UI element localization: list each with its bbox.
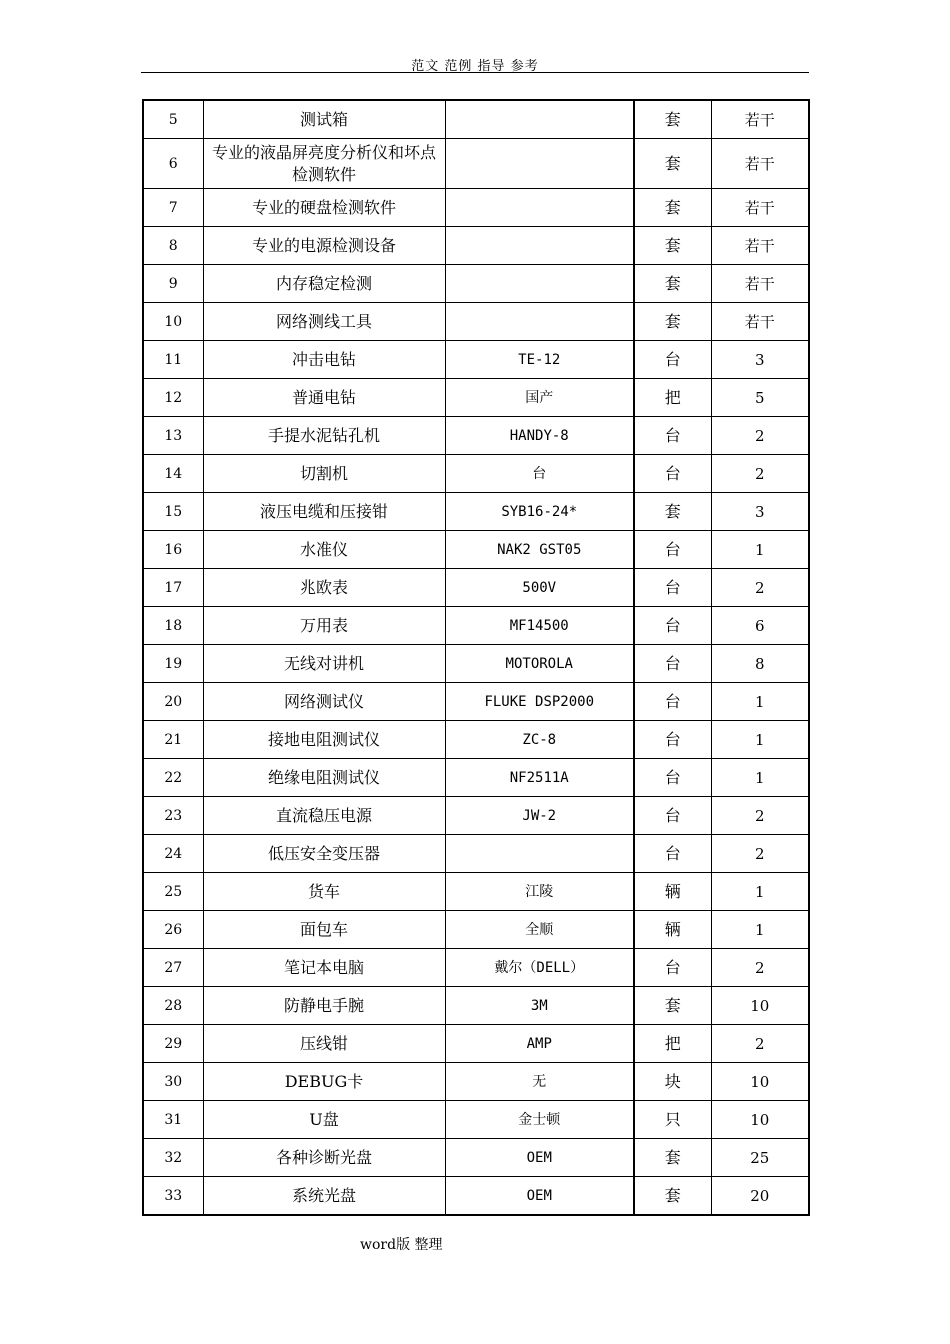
row-number-cell: 10: [143, 303, 203, 341]
row-number-cell: 15: [143, 493, 203, 531]
equipment-quantity-cell: 2: [711, 1025, 809, 1063]
equipment-name-cell: 专业的液晶屏亮度分析仪和坏点检测软件: [203, 139, 445, 189]
row-number-cell: 7: [143, 189, 203, 227]
equipment-quantity-cell: 1: [711, 873, 809, 911]
equipment-model-cell: TE-12: [445, 341, 634, 379]
equipment-unit-cell: 台: [634, 683, 711, 721]
equipment-quantity-cell: 2: [711, 797, 809, 835]
equipment-model-cell: 江陵: [445, 873, 634, 911]
table-row: [143, 417, 809, 455]
equipment-quantity-cell: 1: [711, 911, 809, 949]
equipment-quantity-cell: 8: [711, 645, 809, 683]
equipment-unit-cell: 台: [634, 949, 711, 987]
row-number-cell: 21: [143, 721, 203, 759]
equipment-quantity-cell: 6: [711, 607, 809, 645]
table-row: [143, 341, 809, 379]
equipment-unit-cell: 套: [634, 493, 711, 531]
equipment-model-cell: HANDY-8: [445, 417, 634, 455]
equipment-quantity-cell: 1: [711, 721, 809, 759]
equipment-name-cell: 绝缘电阻测试仪: [203, 759, 445, 797]
table-row: [143, 759, 809, 797]
equipment-unit-cell: 套: [634, 265, 711, 303]
table-row: [143, 1025, 809, 1063]
row-number-cell: 5: [143, 100, 203, 139]
row-number-cell: 30: [143, 1063, 203, 1101]
row-number-cell: 24: [143, 835, 203, 873]
table-row: [143, 100, 809, 139]
equipment-name-cell: 专业的硬盘检测软件: [203, 189, 445, 227]
equipment-name-cell: 切割机: [203, 455, 445, 493]
equipment-unit-cell: 套: [634, 227, 711, 265]
equipment-quantity-cell: 25: [711, 1139, 809, 1177]
equipment-model-cell: 500V: [445, 569, 634, 607]
equipment-quantity-cell: 若干: [711, 100, 809, 139]
equipment-unit-cell: 辆: [634, 911, 711, 949]
equipment-unit-cell: 台: [634, 341, 711, 379]
table-row: [143, 265, 809, 303]
equipment-table-body: [143, 100, 809, 1215]
equipment-model-cell: [445, 100, 634, 139]
equipment-model-cell: 全顺: [445, 911, 634, 949]
equipment-name-cell: 直流稳压电源: [203, 797, 445, 835]
table-row: [143, 645, 809, 683]
equipment-quantity-cell: 10: [711, 1101, 809, 1139]
equipment-quantity-cell: 若干: [711, 227, 809, 265]
equipment-unit-cell: 台: [634, 721, 711, 759]
equipment-quantity-cell: 若干: [711, 303, 809, 341]
equipment-name-cell: 液压电缆和压接钳: [203, 493, 445, 531]
row-number-cell: 12: [143, 379, 203, 417]
row-number-cell: 14: [143, 455, 203, 493]
equipment-unit-cell: 台: [634, 417, 711, 455]
row-number-cell: 29: [143, 1025, 203, 1063]
row-number-cell: 25: [143, 873, 203, 911]
equipment-model-cell: 戴尔（DELL）: [445, 949, 634, 987]
equipment-quantity-cell: 2: [711, 569, 809, 607]
equipment-name-cell: 各种诊断光盘: [203, 1139, 445, 1177]
equipment-name-cell: DEBUG卡: [203, 1063, 445, 1101]
equipment-model-cell: [445, 303, 634, 341]
equipment-quantity-cell: 若干: [711, 265, 809, 303]
equipment-quantity-cell: 2: [711, 455, 809, 493]
equipment-quantity-cell: 2: [711, 417, 809, 455]
equipment-model-cell: 台: [445, 455, 634, 493]
table-row: [143, 303, 809, 341]
row-number-cell: 18: [143, 607, 203, 645]
table-row: [143, 139, 809, 189]
equipment-unit-cell: 台: [634, 455, 711, 493]
equipment-model-cell: [445, 189, 634, 227]
equipment-name-cell: 万用表: [203, 607, 445, 645]
equipment-name-cell: 系统光盘: [203, 1177, 445, 1216]
row-number-cell: 11: [143, 341, 203, 379]
equipment-name-cell: 网络测试仪: [203, 683, 445, 721]
table-row: [143, 873, 809, 911]
equipment-model-cell: [445, 265, 634, 303]
row-number-cell: 19: [143, 645, 203, 683]
equipment-model-cell: JW-2: [445, 797, 634, 835]
equipment-name-cell: 面包车: [203, 911, 445, 949]
row-number-cell: 23: [143, 797, 203, 835]
row-number-cell: 31: [143, 1101, 203, 1139]
row-number-cell: 17: [143, 569, 203, 607]
row-number-cell: 22: [143, 759, 203, 797]
row-number-cell: 26: [143, 911, 203, 949]
table-row: [143, 189, 809, 227]
table-row: [143, 949, 809, 987]
equipment-unit-cell: 台: [634, 835, 711, 873]
row-number-cell: 16: [143, 531, 203, 569]
equipment-unit-cell: 套: [634, 189, 711, 227]
equipment-model-cell: MF14500: [445, 607, 634, 645]
equipment-name-cell: 无线对讲机: [203, 645, 445, 683]
equipment-name-cell: 接地电阻测试仪: [203, 721, 445, 759]
page-footer: word版 整理: [360, 1237, 443, 1253]
row-number-cell: 6: [143, 139, 203, 189]
equipment-unit-cell: 台: [634, 645, 711, 683]
table-row: [143, 1063, 809, 1101]
table-row: [143, 1101, 809, 1139]
equipment-name-cell: 专业的电源检测设备: [203, 227, 445, 265]
equipment-name-cell: 冲击电钻: [203, 341, 445, 379]
row-number-cell: 28: [143, 987, 203, 1025]
equipment-name-cell: 手提水泥钻孔机: [203, 417, 445, 455]
equipment-name-cell: 兆欧表: [203, 569, 445, 607]
equipment-model-cell: SYB16-24*: [445, 493, 634, 531]
equipment-name-cell: 防静电手腕: [203, 987, 445, 1025]
equipment-model-cell: [445, 227, 634, 265]
row-number-cell: 8: [143, 227, 203, 265]
equipment-unit-cell: 套: [634, 100, 711, 139]
equipment-model-cell: AMP: [445, 1025, 634, 1063]
equipment-name-cell: 货车: [203, 873, 445, 911]
equipment-unit-cell: 台: [634, 569, 711, 607]
header-divider: [141, 72, 809, 73]
table-row: [143, 379, 809, 417]
equipment-model-cell: OEM: [445, 1177, 634, 1216]
equipment-quantity-cell: 10: [711, 987, 809, 1025]
table-row: [143, 531, 809, 569]
equipment-unit-cell: 只: [634, 1101, 711, 1139]
row-number-cell: 9: [143, 265, 203, 303]
equipment-unit-cell: 把: [634, 379, 711, 417]
equipment-name-cell: 普通电钻: [203, 379, 445, 417]
equipment-quantity-cell: 2: [711, 949, 809, 987]
equipment-model-cell: 国产: [445, 379, 634, 417]
equipment-unit-cell: 套: [634, 139, 711, 189]
equipment-quantity-cell: 1: [711, 683, 809, 721]
page-header: 范文 范例 指导 参考: [411, 59, 539, 74]
equipment-name-cell: 内存稳定检测: [203, 265, 445, 303]
equipment-table: [142, 99, 810, 1216]
equipment-model-cell: NAK2 GST05: [445, 531, 634, 569]
table-row: [143, 493, 809, 531]
row-number-cell: 27: [143, 949, 203, 987]
equipment-unit-cell: 台: [634, 797, 711, 835]
equipment-model-cell: MOTOROLA: [445, 645, 634, 683]
equipment-quantity-cell: 3: [711, 341, 809, 379]
equipment-name-cell: U盘: [203, 1101, 445, 1139]
table-row: [143, 797, 809, 835]
table-row: [143, 1139, 809, 1177]
equipment-unit-cell: 套: [634, 303, 711, 341]
equipment-unit-cell: 块: [634, 1063, 711, 1101]
equipment-quantity-cell: 1: [711, 759, 809, 797]
equipment-name-cell: 水准仪: [203, 531, 445, 569]
equipment-model-cell: 金士顿: [445, 1101, 634, 1139]
table-row: [143, 721, 809, 759]
equipment-quantity-cell: 2: [711, 835, 809, 873]
table-row: [143, 911, 809, 949]
equipment-quantity-cell: 1: [711, 531, 809, 569]
equipment-quantity-cell: 若干: [711, 139, 809, 189]
equipment-name-cell: 低压安全变压器: [203, 835, 445, 873]
equipment-model-cell: ZC-8: [445, 721, 634, 759]
equipment-unit-cell: 辆: [634, 873, 711, 911]
table-row: [143, 607, 809, 645]
equipment-model-cell: 3M: [445, 987, 634, 1025]
table-row: [143, 569, 809, 607]
table-row: [143, 1177, 809, 1216]
row-number-cell: 32: [143, 1139, 203, 1177]
equipment-name-cell: 笔记本电脑: [203, 949, 445, 987]
equipment-name-cell: 网络测线工具: [203, 303, 445, 341]
row-number-cell: 33: [143, 1177, 203, 1216]
row-number-cell: 20: [143, 683, 203, 721]
equipment-name-cell: 压线钳: [203, 1025, 445, 1063]
equipment-name-cell: 测试箱: [203, 100, 445, 139]
equipment-unit-cell: 把: [634, 1025, 711, 1063]
table-row: [143, 683, 809, 721]
equipment-model-cell: FLUKE DSP2000: [445, 683, 634, 721]
equipment-model-cell: OEM: [445, 1139, 634, 1177]
equipment-unit-cell: 套: [634, 1177, 711, 1216]
equipment-unit-cell: 台: [634, 607, 711, 645]
table-row: [143, 455, 809, 493]
table-row: [143, 227, 809, 265]
equipment-model-cell: [445, 835, 634, 873]
table-row: [143, 987, 809, 1025]
equipment-unit-cell: 套: [634, 1139, 711, 1177]
equipment-quantity-cell: 若干: [711, 189, 809, 227]
row-number-cell: 13: [143, 417, 203, 455]
equipment-unit-cell: 台: [634, 531, 711, 569]
equipment-unit-cell: 台: [634, 759, 711, 797]
table-row: [143, 835, 809, 873]
equipment-model-cell: [445, 139, 634, 189]
equipment-unit-cell: 套: [634, 987, 711, 1025]
equipment-quantity-cell: 10: [711, 1063, 809, 1101]
equipment-model-cell: NF2511A: [445, 759, 634, 797]
equipment-quantity-cell: 5: [711, 379, 809, 417]
equipment-quantity-cell: 20: [711, 1177, 809, 1216]
equipment-model-cell: 无: [445, 1063, 634, 1101]
equipment-quantity-cell: 3: [711, 493, 809, 531]
